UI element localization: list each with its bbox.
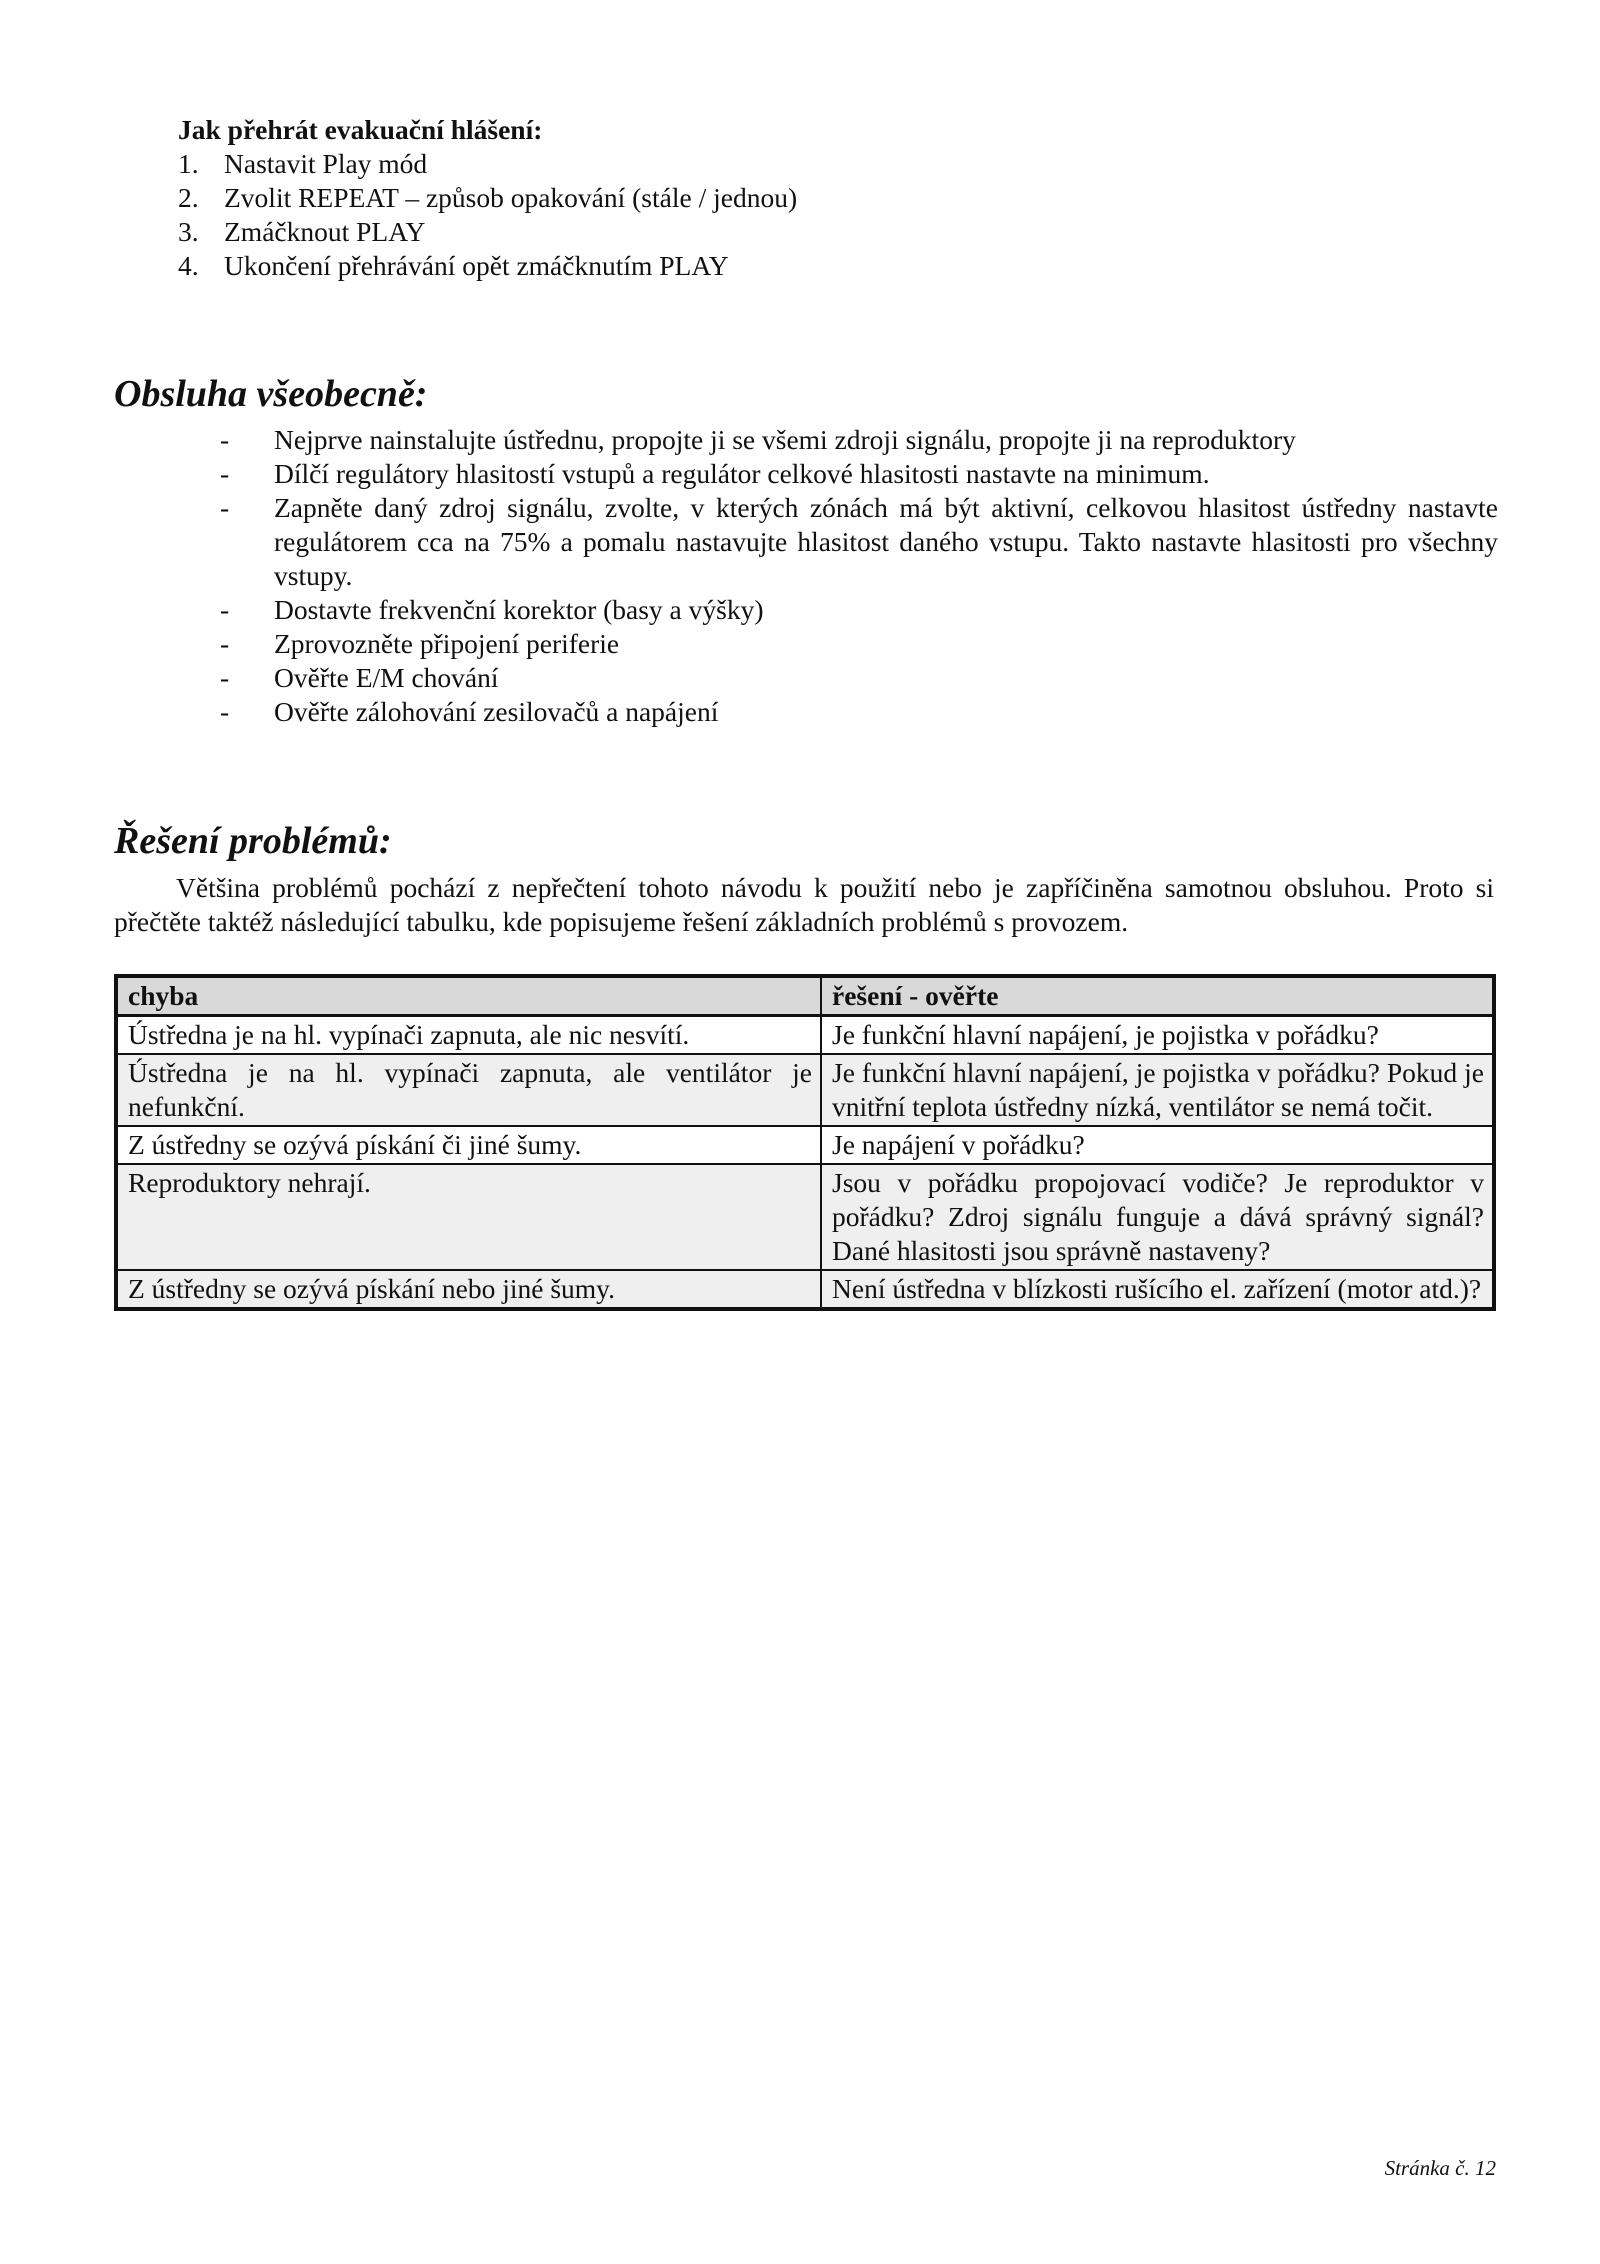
list-item-text: Zprovozněte připojení periferie [274, 628, 620, 659]
step-number: 1. [178, 148, 199, 179]
step-text: Zmáčknout PLAY [224, 216, 426, 247]
list-item-text: Nejprve nainstalujte ústřednu, propojte ji se všemi zdroji signálu, propojte ji na reproduktory [274, 424, 1296, 455]
table-row [116, 1126, 1494, 1164]
bullet-dash: - [220, 594, 230, 625]
troubleshooting-table [114, 974, 1496, 1311]
table-row [116, 1164, 1494, 1270]
table-row [116, 1016, 1494, 1055]
list-item-text: Ověřte zálohování zesilovačů a napájení [274, 696, 719, 727]
general-operation-heading: Obsluha všeobecně: [114, 373, 428, 415]
list-item [178, 491, 1498, 593]
table-cell-solution: Jsou v pořádku propojovací vodiče? Je reproduktor v pořádku? Zdroj signálu funguje a dává správný signál? Dané hlasitosti jsou správně nastaveny? [821, 1164, 1494, 1270]
list-item-text: Ověřte E/M chování [274, 662, 499, 693]
bullet-dash: - [220, 492, 230, 523]
list-item-text: Zapněte daný zdroj signálu, zvolte, v kterých zónách má být aktivní, celkovou hlasitost ústředny nastavte regulátorem cca na 75% a pomalu nastavujte hlasitost daného vstupu. Takto nastavte hlasitosti pro všechny vstupy. [274, 492, 1498, 591]
troubleshooting-heading: Řešení problémů: [114, 820, 392, 862]
list-item [178, 215, 1478, 249]
list-item [178, 457, 1498, 491]
bullet-dash: - [220, 424, 230, 455]
table-cell-fault: Z ústředny se ozývá pískání či jiné šumy. [116, 1126, 821, 1164]
list-item [178, 147, 1478, 181]
table-row [116, 1054, 1494, 1126]
list-item-text: Dostavte frekvenční korektor (basy a výšky) [274, 594, 764, 625]
bullet-dash: - [220, 628, 230, 659]
general-operation-list [178, 423, 1498, 729]
list-item [178, 661, 1498, 695]
step-text: Ukončení přehrávání opět zmáčknutím PLAY [224, 250, 729, 281]
page-number-footer: Stránka č. 12 [1384, 2156, 1496, 2180]
bullet-dash: - [220, 458, 230, 489]
table-cell-solution: Je funkční hlavní napájení, je pojistka v pořádku? Pokud je vnitřní teplota ústředny nízká, ventilátor se nemá točit. [821, 1054, 1494, 1126]
list-item [178, 249, 1478, 283]
evacuation-title: Jak přehrát evakuační hlášení: [178, 114, 543, 145]
table-cell-fault: Ústředna je na hl. vypínači zapnuta, ale ventilátor je nefunkční. [116, 1054, 821, 1126]
list-item [178, 593, 1498, 627]
troubleshooting-paragraph: Většina problémů pochází z nepřečtení tohoto návodu k použití nebo je zapříčiněna samotnou obsluhou. Proto si přečtěte taktéž následující tabulku, kde popisujeme řešení základních problémů s provozem. [114, 872, 1494, 937]
list-item [178, 627, 1498, 661]
list-item [178, 423, 1498, 457]
step-text: Nastavit Play mód [224, 148, 428, 179]
table-cell-solution: Není ústředna v blízkosti rušícího el. zařízení (motor atd.)? [821, 1270, 1494, 1309]
column-header-fault: chyba [116, 976, 821, 1016]
evacuation-steps-list [178, 147, 1478, 283]
bullet-dash: - [220, 662, 230, 693]
list-item-text: Dílčí regulátory hlasitostí vstupů a regulátor celkové hlasitosti nastavte na minimum. [274, 458, 1210, 489]
column-header-solution: řešení - ověřte [821, 976, 1494, 1016]
table-cell-fault: Z ústředny se ozývá pískání nebo jiné šumy. [116, 1270, 821, 1309]
table-cell-solution: Je napájení v pořádku? [821, 1126, 1494, 1164]
evacuation-section [178, 113, 1478, 283]
step-text: Zvolit REPEAT – způsob opakování (stále / jednou) [224, 182, 798, 213]
step-number: 3. [178, 216, 199, 247]
table-cell-solution: Je funkční hlavní napájení, je pojistka v pořádku? [821, 1016, 1494, 1055]
list-item [178, 695, 1498, 729]
table-cell-fault: Reproduktory nehrají. [116, 1164, 821, 1270]
bullet-dash: - [220, 696, 230, 727]
step-number: 2. [178, 182, 199, 213]
table-header-row [116, 976, 1494, 1016]
table-row [116, 1270, 1494, 1309]
list-item [178, 181, 1478, 215]
general-operation-section [178, 423, 1498, 729]
step-number: 4. [178, 250, 199, 281]
table-cell-fault: Ústředna je na hl. vypínači zapnuta, ale nic nesvítí. [116, 1016, 821, 1055]
